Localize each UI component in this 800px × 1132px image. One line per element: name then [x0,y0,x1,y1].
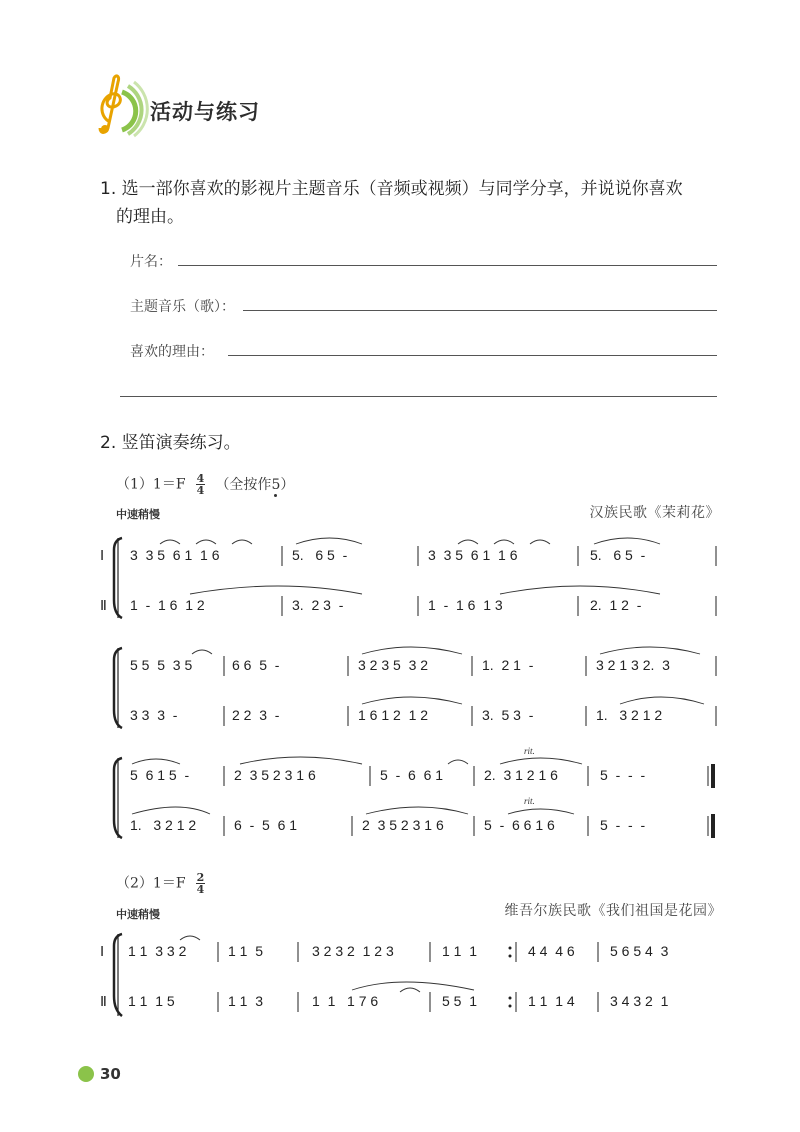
page-number: 30 [100,1065,121,1083]
measure: 2 3 5 2 3 1 6 [362,817,444,833]
measure: 1 - 1 6 1 2 [130,597,205,613]
measure: 1. 2 1 - [482,657,534,673]
ritardando-marking: rit. [524,746,535,756]
staff-row-lower [130,707,662,723]
tempo-marking: 中速稍慢 [116,908,160,921]
voice-1-label: Ⅰ [100,945,105,960]
measure: 3 2 3 5 3 2 [358,657,429,673]
measure: 5 - - - [600,817,646,833]
reason-blank[interactable] [228,355,717,356]
key-signature: （2）1＝F [116,875,186,892]
measure: 3 2 3 2 1 2 3 [312,943,394,959]
measure: 3 3 5 6 1 1 6 [130,547,220,563]
voice-1-label: Ⅰ [100,549,105,564]
film-name-blank[interactable] [178,265,717,266]
time-signature: $\frac{2}{4}$ [196,871,205,896]
reason-blank-2[interactable] [120,396,717,397]
key-signature: （1）1＝F [116,476,186,493]
time-signature: $\frac{4}{4}$ [196,472,205,497]
measure: 3 2 1 3 2. 3 [596,657,670,673]
measure: 5. 6 5 - [590,547,646,563]
exercise-1-score [100,530,730,840]
staff-row-lower [130,817,645,833]
music-note-icon [94,72,154,138]
section-header [94,72,154,138]
staff-row-upper [130,547,646,563]
exercise-2-heading [116,872,211,895]
staff-row-upper [128,943,669,959]
tempo-marking: 中速稍慢 [116,508,160,521]
measure: 1 1 1 [442,943,478,959]
measure: 1 1 1 7 6 [312,993,379,1009]
measure: 1 1 1 4 [528,993,575,1009]
measure: 5. 6 5 - [292,547,348,563]
measure: 1 1 1 5 [128,993,175,1009]
measure: 5 5 5 3 5 [130,657,193,673]
slurs [132,757,582,814]
exercise-2-score [100,930,730,1030]
measure: 5 5 1 [442,993,478,1009]
question-2-title: 2. 竖笛演奏练习。 [100,433,241,453]
staff-row-lower [128,993,669,1009]
section-title: 活动与练习 [150,100,260,124]
measure: 2. 1 2 - [590,597,642,613]
measure: 1 6 1 2 1 2 [358,707,429,723]
voice-2-label: Ⅱ [100,599,107,614]
measure: 2 3 5 2 3 1 6 [234,767,316,783]
slurs [160,538,660,594]
measure: 3 3 5 6 1 1 6 [428,547,518,563]
slurs [192,647,704,704]
measure: 2 2 3 - [232,707,280,723]
measure: 3. 2 3 - [292,597,344,613]
measure: 1. 3 2 1 2 [596,707,663,723]
measure: 5 - 6 6 1 [380,767,444,783]
song-source: 维吾尔族民歌《我们祖国是花园》 [504,903,722,919]
exercise-1-heading [116,473,294,496]
voice-2-label: Ⅱ [100,995,107,1010]
film-name-label: 片名： [130,254,172,270]
measure: 3. 5 3 - [482,707,534,723]
measure: 5 6 5 4 3 [610,943,669,959]
staff-row-upper [130,767,645,783]
measure: 3 4 3 2 1 [610,993,669,1009]
measure: 1 1 5 [228,943,264,959]
measure: 5 - 6 6 1 6 [484,817,555,833]
measure: 1. 3 2 1 2 [130,817,197,833]
measure: 5 6 1 5 - [130,767,190,783]
fingering-note: （全按作5） [215,476,295,493]
question-1-text: 1. 选一部你喜欢的影视片主题音乐（音频或视频）与同学分享，并说说你喜欢 [100,179,683,199]
theme-music-blank[interactable] [243,310,717,311]
measure: 3 3 3 - [130,707,178,723]
staff-row-lower [130,597,642,613]
measure: 1 1 3 [228,993,264,1009]
song-source: 汉族民歌《茉莉花》 [589,505,720,521]
reason-label: 喜欢的理由： [130,344,214,360]
measure: 5 - - - [600,767,646,783]
measure: 1 - 1 6 1 3 [428,597,503,613]
measure: 2. 3 1 2 1 6 [484,767,558,783]
ritardando-marking: rit. [524,796,535,806]
staff-row-upper [130,657,670,673]
theme-music-label: 主题音乐（歌）： [130,299,235,315]
question-1-text-cont: 的理由。 [116,207,184,227]
measure: 6 - 5 6 1 [234,817,298,833]
measure: 4 4 4 6 [528,943,575,959]
measure: 6 6 5 - [232,657,280,673]
measure: 1 1 3 3 2 [128,943,187,959]
page-marker-icon [78,1066,94,1082]
